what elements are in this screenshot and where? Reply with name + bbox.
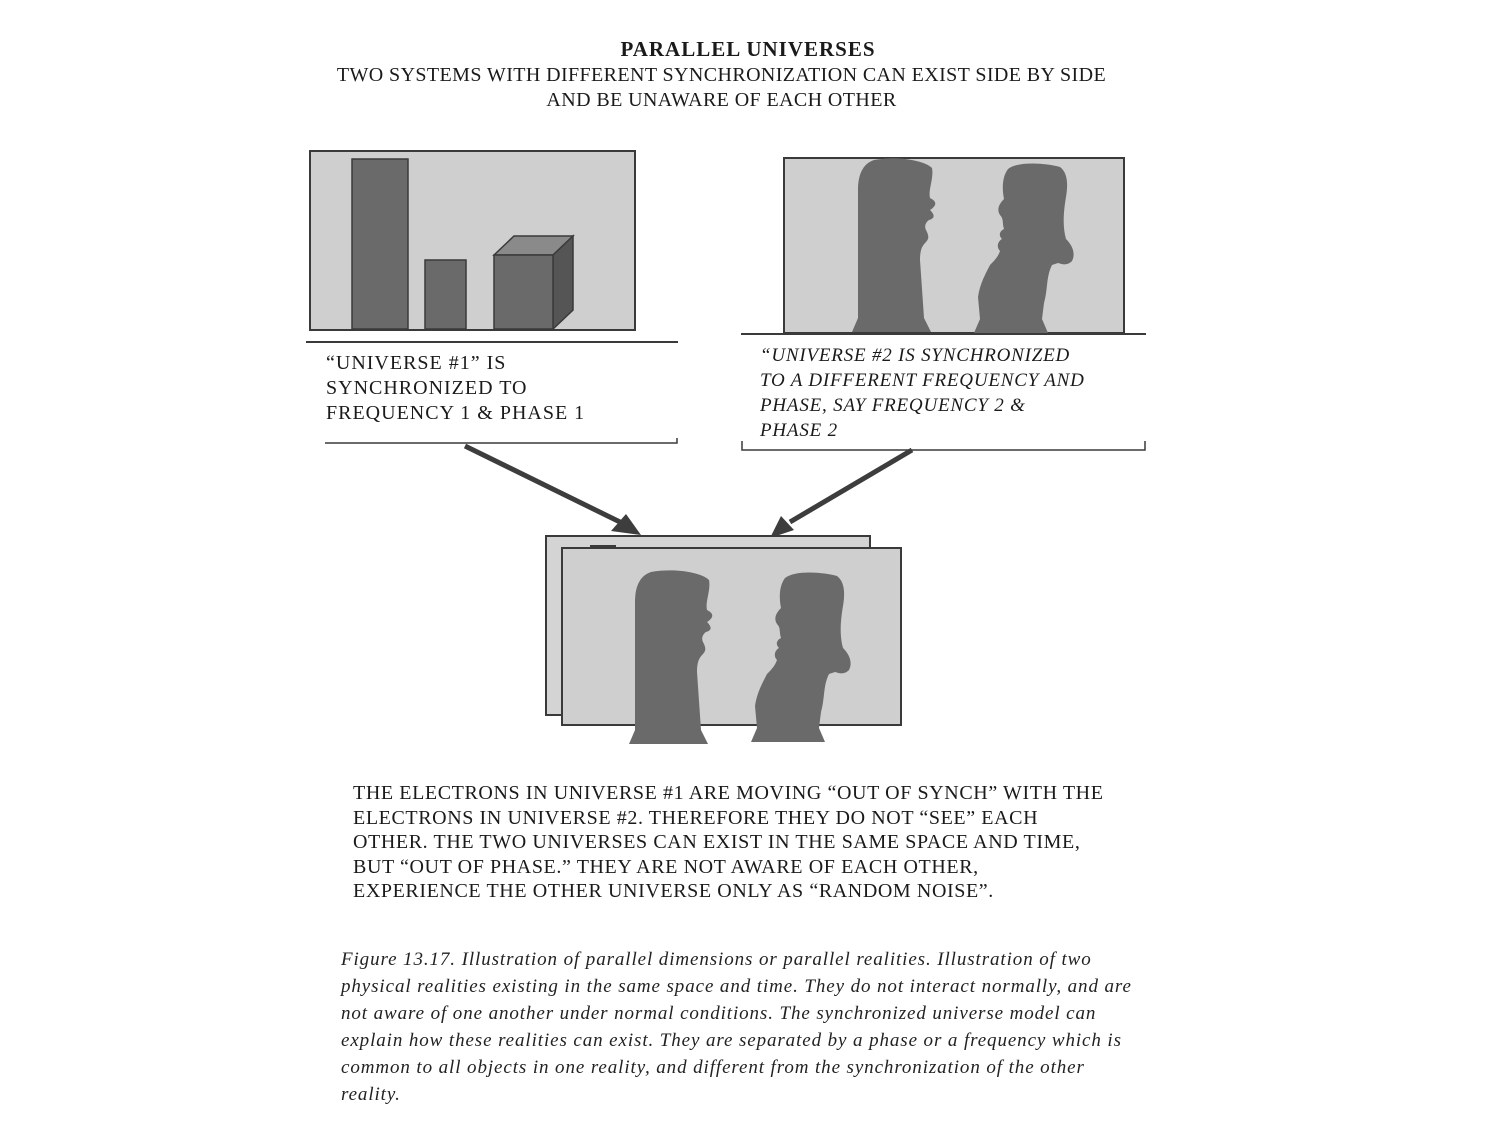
explanation-text bbox=[353, 781, 1193, 904]
universe1-label-line: “UNIVERSE #1” IS bbox=[326, 352, 507, 374]
universe1-label-line: SYNCHRONIZED TO bbox=[326, 377, 528, 399]
caption-line: reality. bbox=[341, 1084, 401, 1105]
arrow-universe1 bbox=[465, 446, 620, 522]
caption-line: physical realities existing in the same space and time. They do not interact normally, and are bbox=[341, 976, 1132, 997]
universe2-label-line: PHASE, SAY FREQUENCY 2 & bbox=[760, 395, 1026, 416]
subtitle-line: AND BE UNAWARE OF EACH OTHER bbox=[546, 89, 897, 111]
caption-line: Figure 13.17. Illustration of parallel dimensions or parallel realities. Illustration of two bbox=[341, 949, 1092, 970]
caption-line: explain how these realities can exist. They are separated by a phase or a frequency which is bbox=[341, 1030, 1122, 1051]
explanation-line: BUT “OUT OF PHASE.” THEY ARE NOT AWARE OF EACH OTHER, bbox=[353, 855, 979, 878]
caption-line: not aware of one another under normal conditions. The synchronized universe model can bbox=[341, 1003, 1097, 1024]
universe1-bracket bbox=[325, 438, 677, 443]
arrows bbox=[465, 446, 912, 538]
universe2-label bbox=[760, 343, 1160, 443]
caption-line: common to all objects in one reality, and different from the synchronization of the other bbox=[341, 1057, 1085, 1078]
front-panel bbox=[562, 548, 901, 725]
male-silhouette-merged bbox=[629, 570, 712, 744]
explanation-line: OTHER. THE TWO UNIVERSES CAN EXIST IN THE SAME SPACE AND TIME, bbox=[353, 831, 1081, 853]
cube-shape bbox=[494, 236, 573, 329]
universe1-label bbox=[326, 351, 686, 426]
arrow-universe2 bbox=[790, 450, 912, 522]
page-title: PARALLEL UNIVERSES bbox=[620, 37, 876, 61]
figure-caption bbox=[341, 946, 1201, 1105]
explanation-line: EXPERIENCE THE OTHER UNIVERSE ONLY AS “RANDOM NOISE”. bbox=[353, 880, 994, 902]
male-silhouette bbox=[852, 158, 935, 332]
tall-bar-shape bbox=[352, 159, 408, 329]
universe2-label-line: PHASE 2 bbox=[760, 420, 838, 441]
universe2-label-line: “UNIVERSE #2 IS SYNCHRONIZED bbox=[760, 345, 1071, 366]
universe2-frame bbox=[784, 158, 1124, 333]
overlapping-universes bbox=[546, 536, 901, 744]
explanation-line: ELECTRONS IN UNIVERSE #2. THEREFORE THEY DO NOT “SEE” EACH bbox=[353, 806, 1039, 829]
explanation-line: THE ELECTRONS IN UNIVERSE #1 ARE MOVING “OUT OF SYNCH” WITH THE bbox=[353, 782, 1104, 804]
universe2-label-line: TO A DIFFERENT FREQUENCY AND bbox=[760, 370, 1085, 391]
short-bar-shape bbox=[425, 260, 466, 329]
universe1-label-line: FREQUENCY 1 & PHASE 1 bbox=[326, 402, 586, 424]
subtitle-line: TWO SYSTEMS WITH DIFFERENT SYNCHRONIZATION CAN EXIST SIDE BY SIDE bbox=[336, 64, 1107, 86]
panel-tab bbox=[590, 545, 616, 548]
